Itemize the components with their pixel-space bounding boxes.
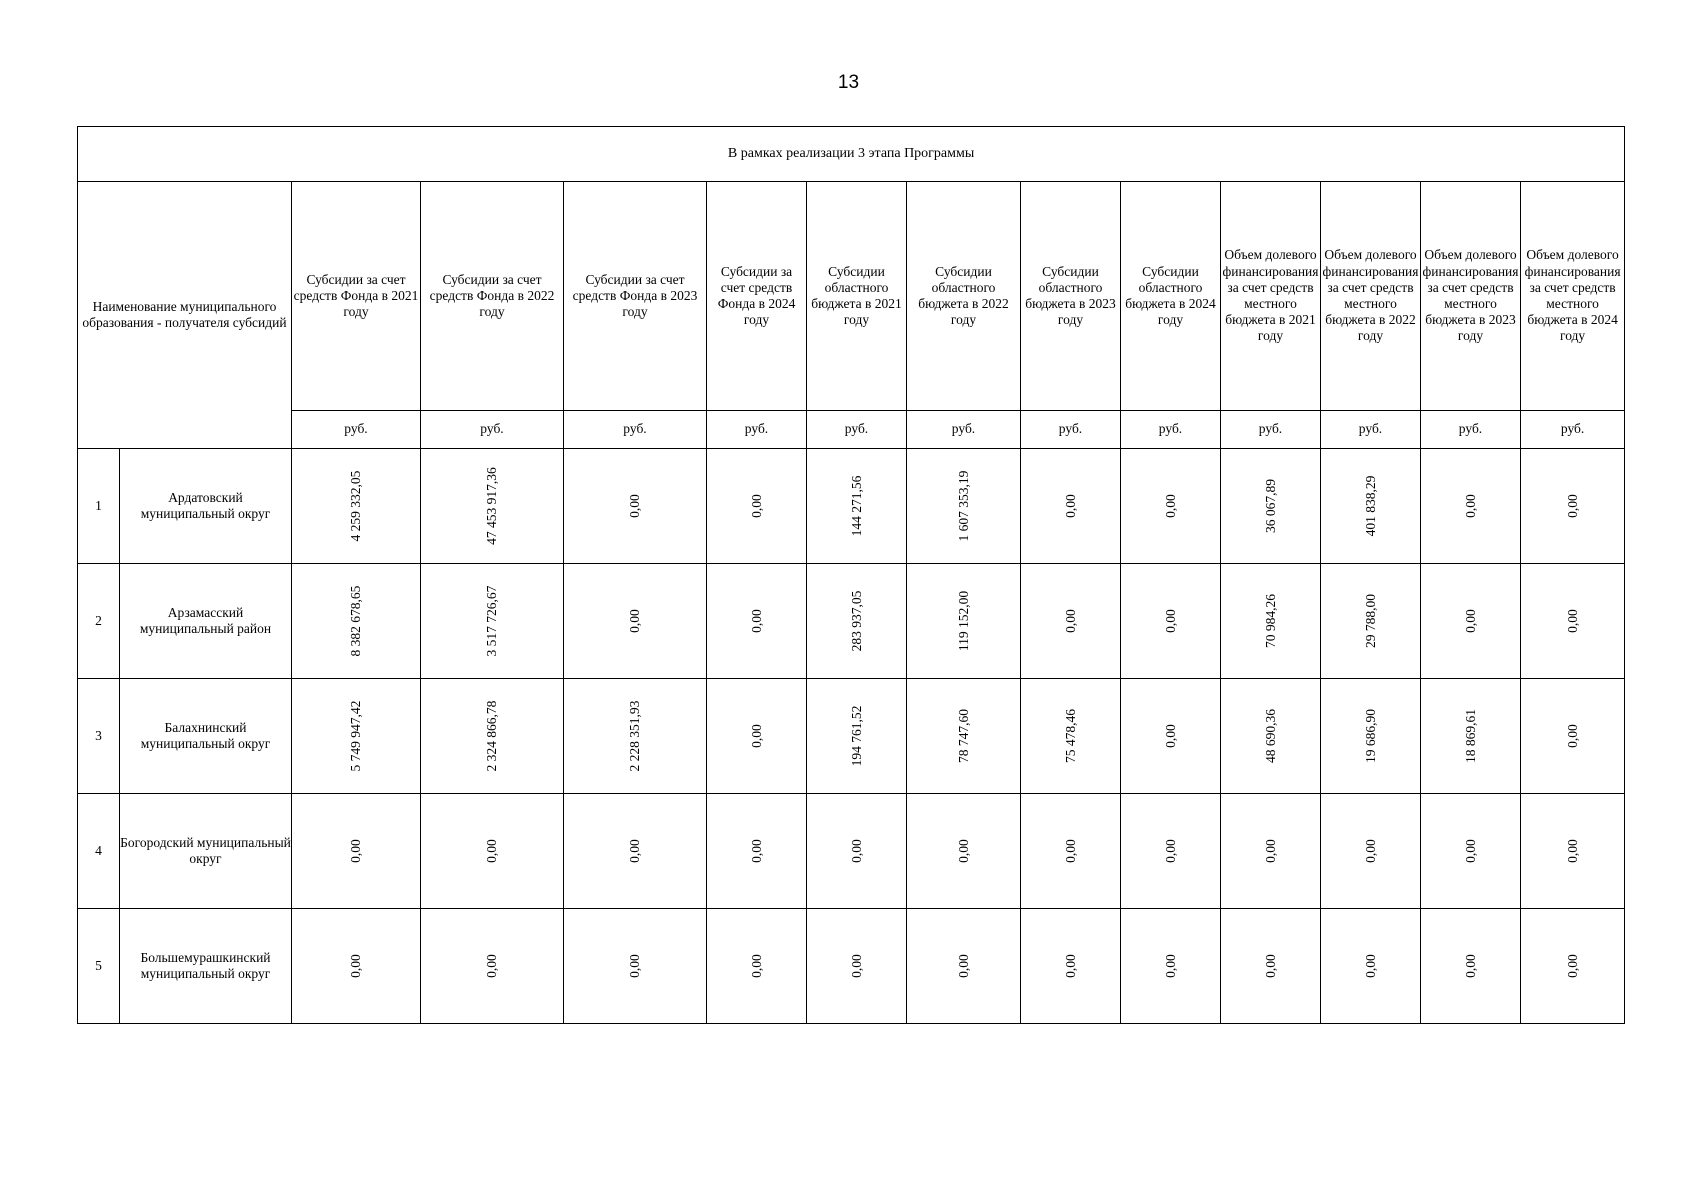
value-cell bbox=[807, 679, 907, 794]
value-cell bbox=[707, 564, 807, 679]
cell-value: 0,00 bbox=[1162, 609, 1178, 633]
cell-value: 47 453 917,36 bbox=[483, 467, 499, 545]
value-cell bbox=[707, 679, 807, 794]
cell-value: 283 937,05 bbox=[848, 590, 864, 652]
cell-value: 0,00 bbox=[1462, 494, 1478, 518]
column-header: Объем долевого финансирования за счет средств местного бюджета в 2023 году bbox=[1421, 182, 1521, 411]
unit-label: руб. bbox=[1321, 411, 1421, 449]
cell-value: 0,00 bbox=[848, 954, 864, 978]
unit-label: руб. bbox=[1521, 411, 1625, 449]
value-cell bbox=[1121, 794, 1221, 909]
cell-value: 0,00 bbox=[1362, 839, 1378, 863]
value-cell bbox=[292, 794, 421, 909]
column-header: Субсидии за счет средств Фонда в 2021 году bbox=[292, 182, 421, 411]
value-cell bbox=[1221, 679, 1321, 794]
table-row bbox=[78, 909, 1625, 1024]
value-cell bbox=[907, 564, 1021, 679]
value-cell bbox=[1021, 794, 1121, 909]
unit-label: руб. bbox=[564, 411, 707, 449]
cell-value: 0,00 bbox=[1062, 609, 1078, 633]
cell-value: 0,00 bbox=[1564, 954, 1580, 978]
column-header: Субсидии областного бюджета в 2021 году bbox=[807, 182, 907, 411]
unit-label: руб. bbox=[1221, 411, 1321, 449]
cell-value: 0,00 bbox=[748, 839, 764, 863]
row-number: 5 bbox=[78, 909, 120, 1024]
cell-value: 36 067,89 bbox=[1262, 479, 1278, 533]
row-number: 3 bbox=[78, 679, 120, 794]
value-cell bbox=[292, 679, 421, 794]
cell-value: 29 788,00 bbox=[1362, 594, 1378, 648]
value-cell bbox=[1221, 564, 1321, 679]
value-cell bbox=[907, 679, 1021, 794]
cell-value: 0,00 bbox=[1062, 954, 1078, 978]
cell-value: 119 152,00 bbox=[955, 590, 971, 652]
unit-label: руб. bbox=[707, 411, 807, 449]
value-cell bbox=[1521, 794, 1625, 909]
value-cell bbox=[1021, 449, 1121, 564]
cell-value: 0,00 bbox=[748, 724, 764, 748]
value-cell bbox=[1121, 679, 1221, 794]
value-cell bbox=[907, 909, 1021, 1024]
column-header: Субсидии областного бюджета в 2023 году bbox=[1021, 182, 1121, 411]
municipality-name: Богородский муниципальный округ bbox=[120, 794, 292, 909]
value-cell bbox=[1521, 909, 1625, 1024]
value-cell bbox=[564, 794, 707, 909]
cell-value: 0,00 bbox=[1162, 724, 1178, 748]
row-number: 2 bbox=[78, 564, 120, 679]
cell-value: 0,00 bbox=[1564, 839, 1580, 863]
cell-value: 0,00 bbox=[748, 609, 764, 633]
column-header: Субсидии областного бюджета в 2022 году bbox=[907, 182, 1021, 411]
cell-value: 8 382 678,65 bbox=[347, 585, 363, 657]
unit-label: руб. bbox=[807, 411, 907, 449]
value-cell bbox=[292, 564, 421, 679]
cell-value: 18 869,61 bbox=[1462, 709, 1478, 763]
value-cell bbox=[1521, 679, 1625, 794]
unit-label: руб. bbox=[1121, 411, 1221, 449]
unit-label: руб. bbox=[1421, 411, 1521, 449]
column-header: Объем долевого финансирования за счет средств местного бюджета в 2021 году bbox=[1221, 182, 1321, 411]
value-cell bbox=[1121, 564, 1221, 679]
unit-label: руб. bbox=[292, 411, 421, 449]
column-header: Объем долевого финансирования за счет средств местного бюджета в 2024 году bbox=[1521, 182, 1625, 411]
row-number: 4 bbox=[78, 794, 120, 909]
value-cell bbox=[907, 449, 1021, 564]
value-cell bbox=[907, 794, 1021, 909]
cell-value: 19 686,90 bbox=[1362, 709, 1378, 763]
table-row bbox=[78, 679, 1625, 794]
value-cell bbox=[1121, 449, 1221, 564]
cell-value: 0,00 bbox=[626, 954, 642, 978]
cell-value: 0,00 bbox=[626, 609, 642, 633]
value-cell bbox=[421, 449, 564, 564]
stage-title: В рамках реализации 3 этапа Программы bbox=[78, 127, 1625, 182]
cell-value: 0,00 bbox=[1462, 839, 1478, 863]
row-number: 1 bbox=[78, 449, 120, 564]
value-cell bbox=[1421, 564, 1521, 679]
name-column-header: Наименование муниципального образования - получателя субсидий bbox=[78, 182, 292, 449]
value-cell bbox=[707, 794, 807, 909]
unit-label: руб. bbox=[421, 411, 564, 449]
value-cell bbox=[564, 679, 707, 794]
value-cell bbox=[1421, 679, 1521, 794]
column-header: Субсидии областного бюджета в 2024 году bbox=[1121, 182, 1221, 411]
value-cell bbox=[1221, 794, 1321, 909]
value-cell bbox=[1221, 449, 1321, 564]
value-cell bbox=[1021, 679, 1121, 794]
table-row bbox=[78, 794, 1625, 909]
column-header: Субсидии за счет средств Фонда в 2023 году bbox=[564, 182, 707, 411]
cell-value: 0,00 bbox=[748, 494, 764, 518]
cell-value: 0,00 bbox=[1564, 609, 1580, 633]
value-cell bbox=[564, 909, 707, 1024]
municipality-name: Большемурашкинский муниципальный округ bbox=[120, 909, 292, 1024]
value-cell bbox=[1421, 794, 1521, 909]
value-cell bbox=[807, 794, 907, 909]
value-cell bbox=[564, 449, 707, 564]
cell-value: 0,00 bbox=[1262, 954, 1278, 978]
value-cell bbox=[1021, 564, 1121, 679]
cell-value: 0,00 bbox=[955, 839, 971, 863]
column-header: Субсидии за счет средств Фонда в 2024 году bbox=[707, 182, 807, 411]
cell-value: 0,00 bbox=[955, 954, 971, 978]
value-cell bbox=[1521, 564, 1625, 679]
value-cell bbox=[421, 679, 564, 794]
table-row bbox=[78, 564, 1625, 679]
municipality-name: Арзамасский муниципальный район bbox=[120, 564, 292, 679]
value-cell bbox=[807, 909, 907, 1024]
cell-value: 0,00 bbox=[1462, 954, 1478, 978]
value-cell bbox=[707, 449, 807, 564]
value-cell bbox=[1421, 449, 1521, 564]
cell-value: 144 271,56 bbox=[848, 475, 864, 537]
cell-value: 75 478,46 bbox=[1062, 709, 1078, 763]
cell-value: 2 324 866,78 bbox=[483, 700, 499, 772]
cell-value: 48 690,36 bbox=[1262, 709, 1278, 763]
cell-value: 0,00 bbox=[748, 954, 764, 978]
value-cell bbox=[1321, 909, 1421, 1024]
column-header: Объем долевого финансирования за счет средств местного бюджета в 2022 году bbox=[1321, 182, 1421, 411]
cell-value: 3 517 726,67 bbox=[483, 585, 499, 657]
cell-value: 78 747,60 bbox=[955, 709, 971, 763]
cell-value: 0,00 bbox=[1062, 839, 1078, 863]
cell-value: 0,00 bbox=[1462, 609, 1478, 633]
municipality-name: Ардатовский муниципальный округ bbox=[120, 449, 292, 564]
table-row bbox=[78, 449, 1625, 564]
value-cell bbox=[807, 449, 907, 564]
value-cell bbox=[564, 564, 707, 679]
value-cell bbox=[1321, 679, 1421, 794]
cell-value: 5 749 947,42 bbox=[347, 700, 363, 772]
subsidy-table bbox=[77, 126, 1625, 1024]
cell-value: 0,00 bbox=[626, 839, 642, 863]
cell-value: 0,00 bbox=[1262, 839, 1278, 863]
value-cell bbox=[1521, 449, 1625, 564]
value-cell bbox=[1121, 909, 1221, 1024]
value-cell bbox=[707, 909, 807, 1024]
cell-value: 0,00 bbox=[1162, 839, 1178, 863]
unit-label: руб. bbox=[907, 411, 1021, 449]
cell-value: 0,00 bbox=[1062, 494, 1078, 518]
value-cell bbox=[1021, 909, 1121, 1024]
cell-value: 0,00 bbox=[483, 839, 499, 863]
cell-value: 2 228 351,93 bbox=[626, 700, 642, 772]
value-cell bbox=[1321, 794, 1421, 909]
cell-value: 0,00 bbox=[1564, 724, 1580, 748]
column-header: Субсидии за счет средств Фонда в 2022 году bbox=[421, 182, 564, 411]
cell-value: 0,00 bbox=[848, 839, 864, 863]
cell-value: 401 838,29 bbox=[1362, 475, 1378, 537]
cell-value: 1 607 353,19 bbox=[955, 470, 971, 542]
unit-label: руб. bbox=[1021, 411, 1121, 449]
cell-value: 0,00 bbox=[483, 954, 499, 978]
cell-value: 70 984,26 bbox=[1262, 594, 1278, 648]
value-cell bbox=[1321, 564, 1421, 679]
cell-value: 0,00 bbox=[347, 839, 363, 863]
cell-value: 0,00 bbox=[1162, 494, 1178, 518]
cell-value: 0,00 bbox=[1162, 954, 1178, 978]
value-cell bbox=[292, 449, 421, 564]
value-cell bbox=[1321, 449, 1421, 564]
value-cell bbox=[1421, 909, 1521, 1024]
cell-value: 4 259 332,05 bbox=[347, 470, 363, 542]
cell-value: 0,00 bbox=[1362, 954, 1378, 978]
cell-value: 0,00 bbox=[347, 954, 363, 978]
cell-value: 0,00 bbox=[626, 494, 642, 518]
value-cell bbox=[421, 909, 564, 1024]
page-number: 13 bbox=[837, 72, 860, 93]
cell-value: 0,00 bbox=[1564, 494, 1580, 518]
value-cell bbox=[421, 564, 564, 679]
value-cell bbox=[292, 909, 421, 1024]
cell-value: 194 761,52 bbox=[848, 705, 864, 767]
value-cell bbox=[1221, 909, 1321, 1024]
value-cell bbox=[807, 564, 907, 679]
municipality-name: Балахнинский муниципальный округ bbox=[120, 679, 292, 794]
value-cell bbox=[421, 794, 564, 909]
